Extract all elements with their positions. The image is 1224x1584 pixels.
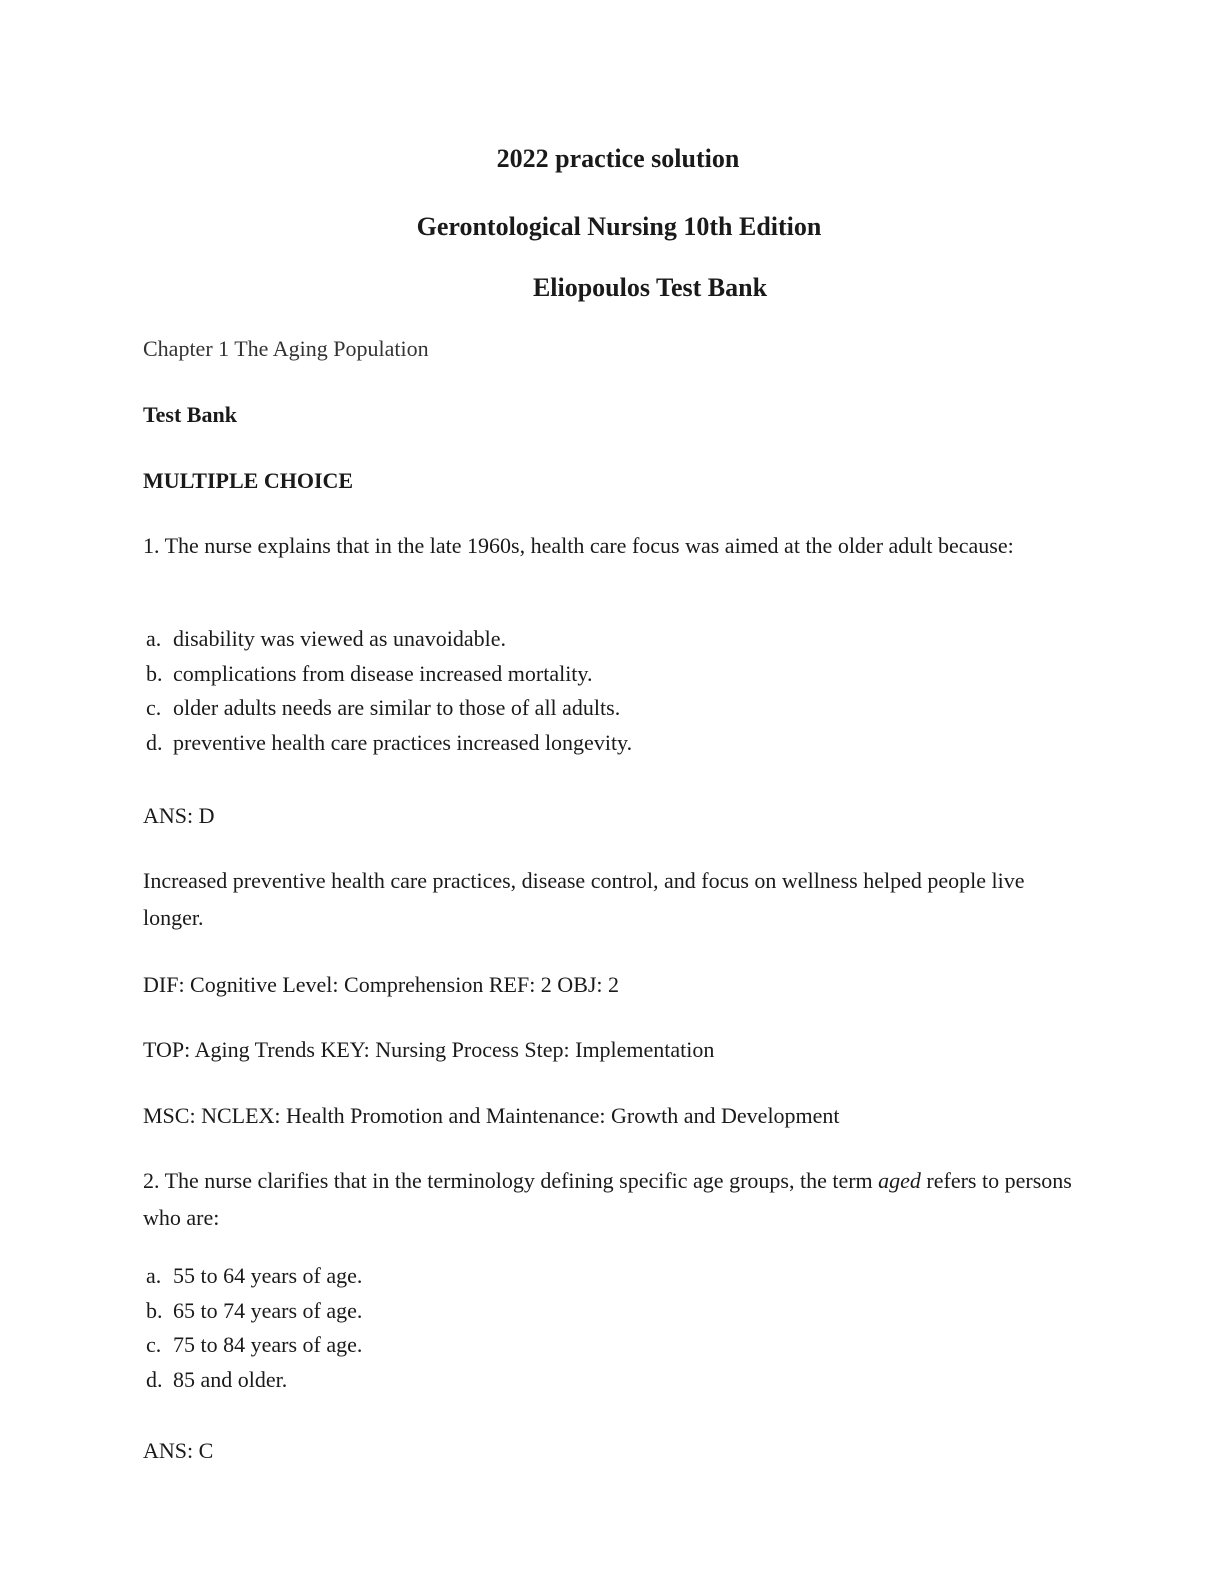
- option-letter: c.: [146, 1332, 162, 1358]
- question-2-option-d: [146, 1363, 1076, 1398]
- section-type-heading: MULTIPLE CHOICE: [143, 468, 354, 493]
- option-text: 55 to 64 years of age.: [173, 1263, 363, 1288]
- option-letter: a.: [146, 1263, 162, 1288]
- option-text: preventive health care practices increased longevity.: [173, 729, 633, 755]
- question-1-options: [146, 622, 1076, 760]
- section-title: Test Bank: [143, 402, 237, 427]
- option-text: 65 to 74 years of age.: [173, 1297, 363, 1323]
- question-1-option-b: [146, 657, 1076, 692]
- question-2-option-c: [146, 1328, 1076, 1363]
- question-1-rationale: Increased preventive health care practices, disease control, and focus on wellness helped people live longer.: [143, 868, 1025, 930]
- question-1-topic: TOP: Aging Trends KEY: Nursing Process Step: Implementation: [143, 1037, 715, 1062]
- question-2-stem-end: refers to persons who are:: [143, 1168, 1072, 1230]
- option-text: disability was viewed as unavoidable.: [173, 626, 506, 651]
- option-letter: a.: [146, 626, 162, 651]
- question-2-option-b: [146, 1294, 1076, 1329]
- option-letter: d.: [146, 1366, 163, 1392]
- document-title-line1: 2022 practice solution: [496, 144, 740, 173]
- question-2-options: [146, 1259, 1076, 1397]
- question-1-difficulty: DIF: Cognitive Level: Comprehension REF: 2 OBJ: 2: [143, 972, 620, 997]
- question-2-answer: ANS: C: [143, 1438, 214, 1463]
- option-letter: b.: [146, 660, 163, 686]
- option-letter: b.: [146, 1297, 163, 1323]
- document-title-line2: Gerontological Nursing 10th Edition: [416, 212, 822, 241]
- question-2-stem: [143, 1162, 1083, 1236]
- option-text: 85 and older.: [173, 1366, 288, 1392]
- question-2-option-a: [146, 1259, 1076, 1294]
- question-1-answer: ANS: D: [143, 803, 215, 828]
- question-1-stem: 1. The nurse explains that in the late 1960s, health care focus was aimed at the older adult because:: [143, 533, 1014, 558]
- option-letter: c.: [146, 695, 162, 721]
- option-text: complications from disease increased mortality.: [173, 660, 593, 686]
- question-1-option-a: [146, 622, 1076, 657]
- option-letter: d.: [146, 729, 163, 755]
- option-text: 75 to 84 years of age.: [173, 1332, 363, 1358]
- question-1-option-c: [146, 691, 1076, 726]
- question-2-stem-emphasis: aged: [878, 1168, 921, 1193]
- question-2-stem-start: 2. The nurse clarifies that in the terminology defining specific age groups, the term: [143, 1168, 879, 1193]
- document-title-line3: Eliopoulos Test Bank: [532, 273, 768, 302]
- question-1-msc: MSC: NCLEX: Health Promotion and Maintenance: Growth and Development: [143, 1103, 840, 1128]
- question-1-option-d: [146, 726, 1076, 761]
- chapter-heading: Chapter 1 The Aging Population: [143, 336, 429, 361]
- option-text: older adults needs are similar to those of all adults.: [173, 695, 621, 721]
